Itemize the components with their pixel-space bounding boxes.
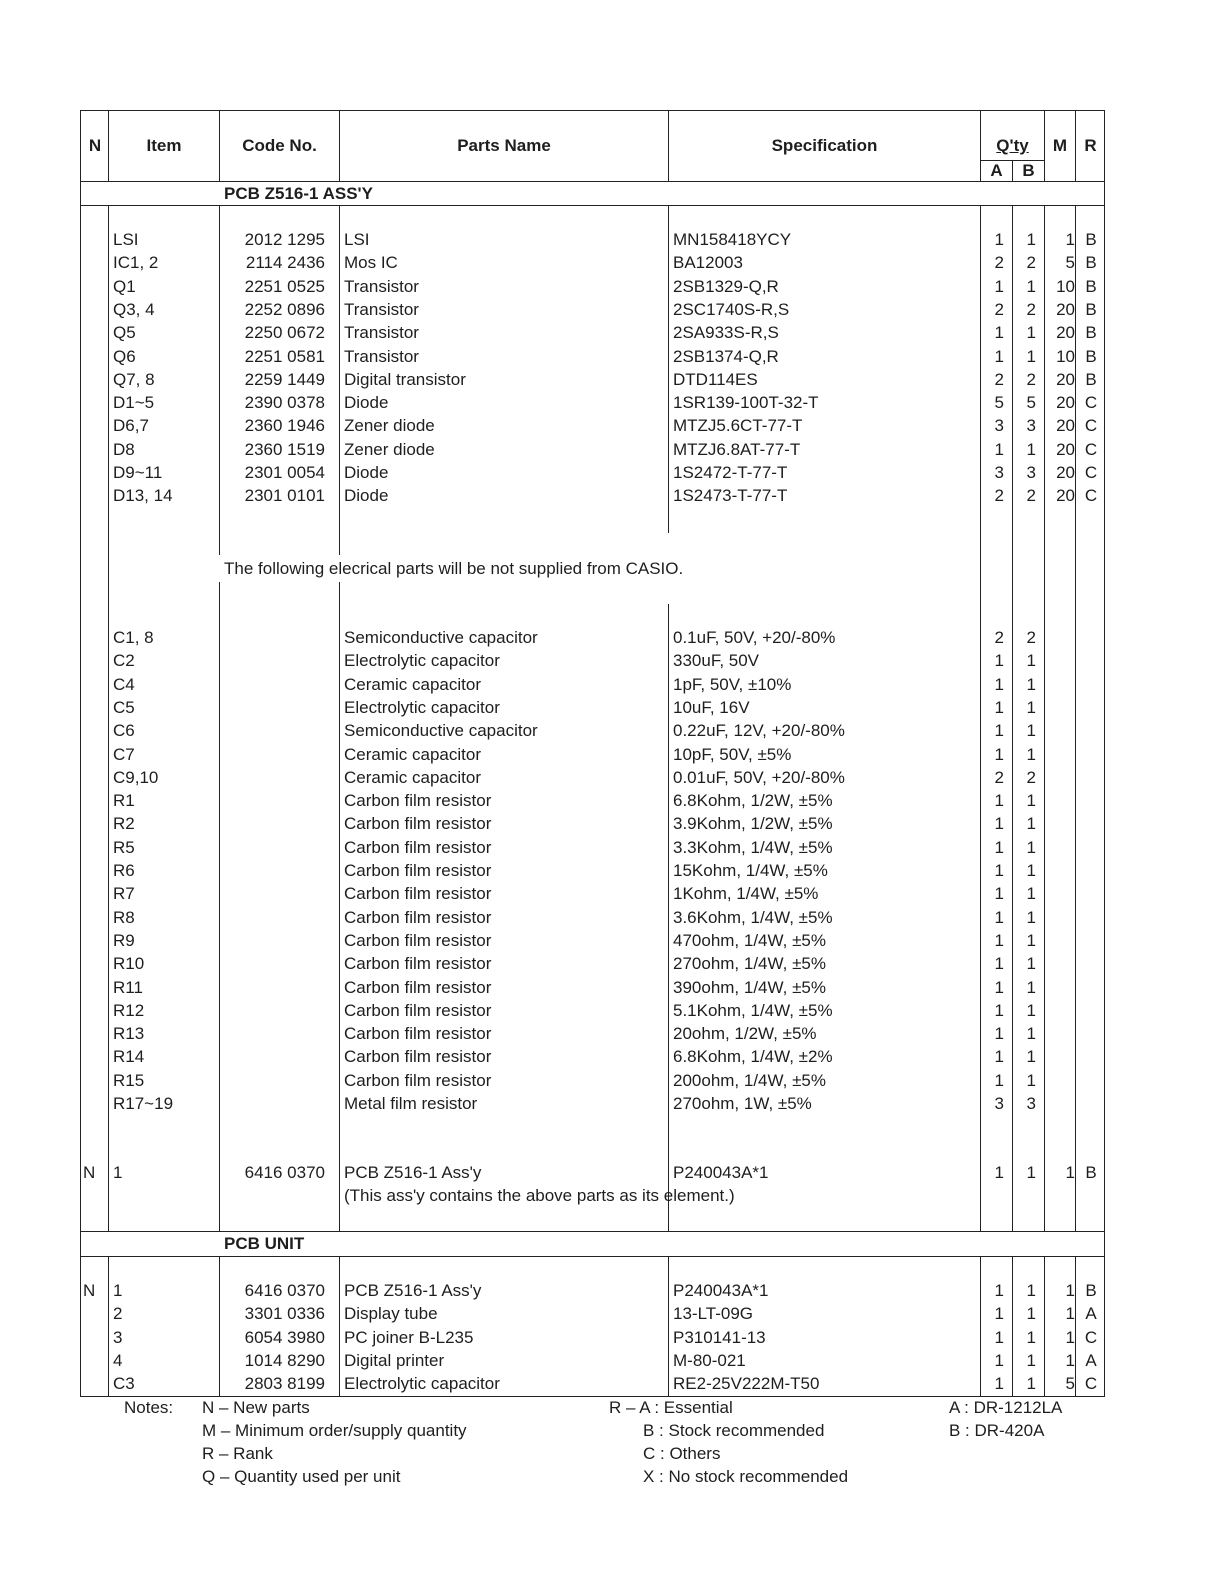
- electrical-row-name: Carbon film resistor: [344, 838, 492, 857]
- electrical-row-item: R12: [113, 1001, 145, 1020]
- col-divider: [339, 582, 340, 1231]
- unit-row-b: 1: [1026, 1351, 1036, 1370]
- electrical-row-item: C5: [113, 698, 135, 717]
- electrical-row-a: 2: [994, 628, 1004, 647]
- unit-row-item: 2: [113, 1304, 123, 1323]
- electrical-row-spec: 0.22uF, 12V, +20/-80%: [673, 721, 845, 740]
- electrical-row-name: Semiconductive capacitor: [344, 721, 538, 740]
- part-row-spec: 2SC1740S-R,S: [673, 300, 790, 319]
- part-row-name: Transistor: [344, 347, 419, 366]
- part-row-item: D1~5: [113, 393, 155, 412]
- col-divider: [1075, 205, 1076, 1231]
- electrical-row-a: 1: [994, 721, 1004, 740]
- unit-row-a: 1: [994, 1374, 1004, 1393]
- unit-row-spec: 13-LT-09G: [673, 1304, 754, 1323]
- electrical-row-item: R8: [113, 908, 135, 927]
- electrical-row-item: C2: [113, 651, 135, 670]
- part-row-a: 5: [994, 393, 1004, 412]
- part-row-b: 5: [1026, 393, 1036, 412]
- electrical-row-name: Ceramic capacitor: [344, 768, 481, 787]
- part-row-code: 2360 1519: [244, 440, 325, 459]
- unit-row-m: 1: [1065, 1351, 1075, 1370]
- part-row-name: LSI: [344, 230, 370, 249]
- electrical-row-a: 1: [994, 838, 1004, 857]
- part-row-a: 1: [994, 323, 1004, 342]
- part-row-b: 2: [1026, 300, 1036, 319]
- electrical-row-spec: 6.8Kohm, 1/4W, ±2%: [673, 1047, 833, 1066]
- electrical-row-spec: 0.01uF, 50V, +20/-80%: [673, 768, 845, 787]
- electrical-row-spec: 330uF, 50V: [673, 651, 760, 670]
- electrical-row-spec: 0.1uF, 50V, +20/-80%: [673, 628, 836, 647]
- unit-row-m: 1: [1065, 1281, 1075, 1300]
- note-minimum-order: M – Minimum order/supply quantity: [202, 1421, 467, 1440]
- electrical-row-b: 1: [1026, 651, 1036, 670]
- part-row-code: 2114 2436: [245, 253, 325, 272]
- part-row-code: 2360 1946: [244, 416, 325, 435]
- part-row-r: B: [1085, 347, 1097, 366]
- part-row-m: 1: [1065, 230, 1075, 249]
- part-row-b: 2: [1026, 370, 1036, 389]
- part-row-spec: DTD114ES: [673, 370, 758, 389]
- assy-row-b: 1: [1026, 1163, 1036, 1182]
- unit-row-name: Display tube: [344, 1304, 438, 1323]
- electrical-row-name: Carbon film resistor: [344, 861, 492, 880]
- electrical-row-spec: 5.1Kohm, 1/4W, ±5%: [673, 1001, 833, 1020]
- electrical-row-a: 1: [994, 651, 1004, 670]
- header-qty-a: A: [990, 161, 1003, 180]
- unit-row-a: 1: [994, 1304, 1004, 1323]
- part-row-b: 1: [1026, 347, 1036, 366]
- electrical-row-spec: 470ohm, 1/4W, ±5%: [673, 931, 826, 950]
- part-row-item: IC1, 2: [113, 253, 159, 272]
- electrical-row-name: Electrolytic capacitor: [344, 698, 500, 717]
- part-row-item: LSI: [113, 230, 139, 249]
- electrical-row-name: Carbon film resistor: [344, 884, 492, 903]
- part-row-code: 2250 0672: [244, 323, 325, 342]
- part-row-m: 20: [1056, 486, 1075, 505]
- unit-row-m: 5: [1065, 1374, 1075, 1393]
- electrical-row-spec: 10uF, 16V: [673, 698, 750, 717]
- col-divider: [668, 205, 669, 533]
- col-divider: [1075, 1256, 1076, 1397]
- note-rank-x: X : No stock recommended: [643, 1467, 849, 1486]
- electrical-row-b: 2: [1026, 628, 1036, 647]
- electrical-row-a: 1: [994, 698, 1004, 717]
- part-row-b: 1: [1026, 323, 1036, 342]
- electrical-row-a: 3: [994, 1094, 1004, 1113]
- electrical-row-b: 1: [1026, 1001, 1036, 1020]
- part-row-a: 2: [994, 300, 1004, 319]
- electrical-row-b: 3: [1026, 1094, 1036, 1113]
- unit-row-item: 4: [113, 1351, 123, 1370]
- part-row-spec: 2SB1374-Q,R: [673, 347, 779, 366]
- electrical-row-a: 1: [994, 745, 1004, 764]
- section2-title-divider: [80, 1256, 1105, 1257]
- part-row-m: 20: [1056, 440, 1075, 459]
- electrical-row-name: Carbon film resistor: [344, 931, 492, 950]
- electrical-row-item: R17~19: [113, 1094, 174, 1113]
- electrical-row-b: 1: [1026, 1047, 1036, 1066]
- part-row-code: 2301 0054: [244, 463, 325, 482]
- section1-title-divider: [80, 205, 1105, 206]
- part-row-name: Zener diode: [344, 440, 435, 459]
- electrical-row-b: 1: [1026, 721, 1036, 740]
- unit-row-spec: P240043A*1: [673, 1281, 769, 1300]
- assy-row-a: 1: [994, 1163, 1004, 1182]
- part-row-name: Transistor: [344, 300, 419, 319]
- electrical-row-a: 1: [994, 931, 1004, 950]
- electrical-row-item: R5: [113, 838, 135, 857]
- header-code: Code No.: [242, 136, 317, 155]
- section-title-pcb-assy: PCB Z516-1 ASS'Y: [224, 184, 373, 203]
- assy-row-name: PCB Z516-1 Ass'y: [344, 1163, 482, 1182]
- part-row-r: B: [1085, 370, 1097, 389]
- electrical-row-a: 1: [994, 814, 1004, 833]
- part-row-spec: 2SB1329-Q,R: [673, 277, 779, 296]
- unit-row-a: 1: [994, 1281, 1004, 1300]
- electrical-row-b: 1: [1026, 884, 1036, 903]
- electrical-row-a: 1: [994, 954, 1004, 973]
- electrical-row-a: 1: [994, 978, 1004, 997]
- assy-row-m: 1: [1065, 1163, 1075, 1182]
- electrical-row-a: 1: [994, 1071, 1004, 1090]
- electrical-row-b: 1: [1026, 1071, 1036, 1090]
- part-row-item: Q7, 8: [113, 370, 155, 389]
- part-row-spec: 1S2472-T-77-T: [673, 463, 788, 482]
- assy-row-note: (This ass'y contains the above parts as its element.): [344, 1186, 735, 1205]
- part-row-b: 2: [1026, 486, 1036, 505]
- part-row-r: C: [1084, 486, 1098, 505]
- unit-row-spec: RE2-25V222M-T50: [673, 1374, 820, 1393]
- electrical-row-name: Carbon film resistor: [344, 791, 492, 810]
- electrical-row-spec: 3.6Kohm, 1/4W, ±5%: [673, 908, 833, 927]
- electrical-row-item: R9: [113, 931, 135, 950]
- part-row-r: C: [1084, 440, 1098, 459]
- electrical-row-item: R2: [113, 814, 135, 833]
- electrical-row-spec: 270ohm, 1W, ±5%: [673, 1094, 812, 1113]
- assy-row-code: 6416 0370: [244, 1163, 325, 1182]
- unit-row-b: 1: [1026, 1374, 1036, 1393]
- part-row-item: Q1: [113, 277, 136, 296]
- part-row-b: 3: [1026, 463, 1036, 482]
- electrical-row-item: C4: [113, 675, 135, 694]
- col-divider: [339, 205, 340, 555]
- header-item: Item: [146, 136, 182, 155]
- part-row-item: D9~11: [113, 463, 163, 482]
- electrical-row-spec: 10pF, 50V, ±5%: [673, 745, 792, 764]
- electrical-row-spec: 20ohm, 1/2W, ±5%: [673, 1024, 817, 1043]
- part-row-code: 2252 0896: [244, 300, 325, 319]
- electrical-row-a: 1: [994, 675, 1004, 694]
- electrical-row-name: Carbon film resistor: [344, 814, 492, 833]
- part-row-m: 20: [1056, 416, 1075, 435]
- electrical-row-spec: 15Kohm, 1/4W, ±5%: [673, 861, 828, 880]
- electrical-row-name: Carbon film resistor: [344, 954, 492, 973]
- electrical-row-name: Electrolytic capacitor: [344, 651, 500, 670]
- part-row-r: C: [1084, 393, 1098, 412]
- unit-row-name: Digital printer: [344, 1351, 445, 1370]
- electrical-row-b: 1: [1026, 908, 1036, 927]
- electrical-row-item: C1, 8: [113, 628, 154, 647]
- electrical-row-b: 1: [1026, 675, 1036, 694]
- part-row-r: B: [1085, 300, 1097, 319]
- part-row-spec: MTZJ5.6CT-77-T: [673, 416, 803, 435]
- part-row-name: Digital transistor: [344, 370, 466, 389]
- electrical-row-a: 1: [994, 1001, 1004, 1020]
- electrical-row-a: 1: [994, 791, 1004, 810]
- part-row-a: 2: [994, 253, 1004, 272]
- section2-top-divider: [80, 1231, 1105, 1232]
- electrical-row-b: 1: [1026, 931, 1036, 950]
- header-m: M: [1052, 136, 1068, 155]
- part-row-m: 20: [1056, 323, 1075, 342]
- unit-row-code: 6054 3980: [244, 1328, 325, 1347]
- note-rank-c: C : Others: [643, 1444, 721, 1463]
- unit-row-item: 3: [113, 1328, 123, 1347]
- part-row-r: B: [1085, 253, 1097, 272]
- part-row-spec: BA12003: [673, 253, 743, 272]
- electrical-row-a: 1: [994, 908, 1004, 927]
- notes-label: Notes:: [124, 1398, 174, 1417]
- col-divider: [108, 1256, 109, 1397]
- electrical-row-b: 1: [1026, 814, 1036, 833]
- unit-row-name: PC joiner B-L235: [344, 1328, 474, 1347]
- col-divider: [980, 1256, 981, 1397]
- electrical-row-spec: 1pF, 50V, ±10%: [673, 675, 792, 694]
- part-row-item: D8: [113, 440, 135, 459]
- part-row-code: 2259 1449: [244, 370, 325, 389]
- assy-row-n: N: [83, 1163, 96, 1182]
- electrical-row-item: C7: [113, 745, 135, 764]
- electrical-row-spec: 1Kohm, 1/4W, ±5%: [673, 884, 819, 903]
- supply-notice: The following elecrical parts will be not supplied from CASIO.: [224, 559, 684, 578]
- electrical-row-name: Semiconductive capacitor: [344, 628, 538, 647]
- electrical-row-spec: 3.9Kohm, 1/2W, ±5%: [673, 814, 833, 833]
- unit-row-name: PCB Z516-1 Ass'y: [344, 1281, 482, 1300]
- part-row-m: 20: [1056, 463, 1075, 482]
- unit-row-r: C: [1084, 1374, 1098, 1393]
- part-row-m: 10: [1056, 277, 1075, 296]
- assy-row-item: 1: [113, 1163, 123, 1182]
- part-row-name: Diode: [344, 486, 389, 505]
- part-row-a: 2: [994, 486, 1004, 505]
- part-row-r: B: [1085, 277, 1097, 296]
- electrical-row-name: Ceramic capacitor: [344, 745, 481, 764]
- electrical-row-spec: 6.8Kohm, 1/2W, ±5%: [673, 791, 833, 810]
- electrical-row-b: 1: [1026, 838, 1036, 857]
- part-row-m: 20: [1056, 370, 1075, 389]
- electrical-row-name: Ceramic capacitor: [344, 675, 481, 694]
- part-row-name: Zener diode: [344, 416, 435, 435]
- unit-row-item: C3: [113, 1374, 135, 1393]
- part-row-item: Q3, 4: [113, 300, 155, 319]
- electrical-row-name: Carbon film resistor: [344, 1047, 492, 1066]
- part-row-a: 3: [994, 463, 1004, 482]
- electrical-row-name: Carbon film resistor: [344, 908, 492, 927]
- part-row-name: Diode: [344, 393, 389, 412]
- part-row-item: Q5: [113, 323, 136, 342]
- electrical-row-a: 1: [994, 1047, 1004, 1066]
- part-row-m: 10: [1056, 347, 1075, 366]
- unit-row-r: B: [1085, 1281, 1097, 1300]
- col-divider: [219, 1256, 220, 1397]
- unit-row-name: Electrolytic capacitor: [344, 1374, 500, 1393]
- header-n: N: [88, 136, 102, 155]
- unit-row-b: 1: [1026, 1304, 1036, 1323]
- note-rank-b: B : Stock recommended: [643, 1421, 825, 1440]
- electrical-row-name: Metal film resistor: [344, 1094, 478, 1113]
- part-row-m: 5: [1065, 253, 1075, 272]
- header-specification: Specification: [771, 136, 878, 155]
- electrical-row-spec: 3.3Kohm, 1/4W, ±5%: [673, 838, 833, 857]
- part-row-code: 2251 0581: [244, 347, 325, 366]
- unit-row-code: 1014 8290: [244, 1351, 325, 1370]
- header-parts-name: Parts Name: [457, 136, 551, 155]
- electrical-row-item: C6: [113, 721, 135, 740]
- electrical-row-a: 1: [994, 1024, 1004, 1043]
- electrical-row-a: 2: [994, 768, 1004, 787]
- electrical-row-b: 1: [1026, 745, 1036, 764]
- col-divider: [339, 1256, 340, 1397]
- electrical-row-name: Carbon film resistor: [344, 1071, 492, 1090]
- unit-row-n: N: [83, 1281, 96, 1300]
- electrical-row-item: R10: [113, 954, 145, 973]
- part-row-name: Transistor: [344, 323, 419, 342]
- part-row-spec: 2SA933S-R,S: [673, 323, 779, 342]
- electrical-row-b: 2: [1026, 768, 1036, 787]
- part-row-code: 2251 0525: [244, 277, 325, 296]
- electrical-row-spec: 390ohm, 1/4W, ±5%: [673, 978, 826, 997]
- col-divider: [219, 582, 220, 1231]
- section-title-pcb-unit: PCB UNIT: [224, 1234, 305, 1253]
- unit-row-item: 1: [113, 1281, 123, 1300]
- col-divider: [668, 604, 669, 1231]
- part-row-name: Transistor: [344, 277, 419, 296]
- col-divider: [1012, 205, 1013, 1231]
- unit-row-b: 1: [1026, 1328, 1036, 1347]
- part-row-r: C: [1084, 416, 1098, 435]
- part-row-m: 20: [1056, 300, 1075, 319]
- unit-row-m: 1: [1065, 1304, 1075, 1323]
- part-row-name: Diode: [344, 463, 389, 482]
- unit-row-code: 3301 0336: [244, 1304, 325, 1323]
- part-row-code: 2301 0101: [244, 486, 325, 505]
- unit-row-spec: M-80-021: [673, 1351, 746, 1370]
- part-row-spec: MN158418YCY: [673, 230, 792, 249]
- unit-row-b: 1: [1026, 1281, 1036, 1300]
- electrical-row-name: Carbon film resistor: [344, 978, 492, 997]
- part-row-a: 1: [994, 230, 1004, 249]
- part-row-a: 1: [994, 277, 1004, 296]
- unit-row-r: C: [1084, 1328, 1098, 1347]
- part-row-r: C: [1084, 463, 1098, 482]
- col-divider: [108, 205, 109, 1231]
- part-row-b: 1: [1026, 277, 1036, 296]
- unit-row-a: 1: [994, 1328, 1004, 1347]
- note-model-a: A : DR-1212LA: [949, 1398, 1063, 1417]
- assy-row-spec: P240043A*1: [673, 1163, 769, 1182]
- part-row-spec: 1S2473-T-77-T: [673, 486, 788, 505]
- assy-row-r: B: [1085, 1163, 1097, 1182]
- unit-row-m: 1: [1065, 1328, 1075, 1347]
- electrical-row-b: 1: [1026, 861, 1036, 880]
- electrical-row-item: R1: [113, 791, 135, 810]
- part-row-r: B: [1085, 230, 1097, 249]
- electrical-row-spec: 270ohm, 1/4W, ±5%: [673, 954, 826, 973]
- part-row-r: B: [1085, 323, 1097, 342]
- part-row-b: 3: [1026, 416, 1036, 435]
- col-divider: [1012, 1256, 1013, 1397]
- part-row-item: D6,7: [113, 416, 149, 435]
- electrical-row-b: 1: [1026, 978, 1036, 997]
- electrical-row-a: 1: [994, 884, 1004, 903]
- header-divider: [80, 181, 1105, 182]
- part-row-spec: 1SR139-100T-32-T: [673, 393, 819, 412]
- note-new-parts: N – New parts: [202, 1398, 310, 1417]
- col-divider: [668, 1256, 669, 1397]
- electrical-row-item: R14: [113, 1047, 145, 1066]
- part-row-a: 1: [994, 440, 1004, 459]
- unit-row-a: 1: [994, 1351, 1004, 1370]
- unit-row-r: A: [1085, 1351, 1097, 1370]
- col-divider: [219, 205, 220, 555]
- part-row-b: 2: [1026, 253, 1036, 272]
- note-rank-a: R – A : Essential: [609, 1398, 733, 1417]
- part-row-b: 1: [1026, 440, 1036, 459]
- unit-row-code: 2803 8199: [244, 1374, 325, 1393]
- electrical-row-spec: 200ohm, 1/4W, ±5%: [673, 1071, 826, 1090]
- part-row-a: 1: [994, 347, 1004, 366]
- header-qty-b: B: [1022, 161, 1035, 180]
- part-row-name: Mos IC: [344, 253, 398, 272]
- electrical-row-item: C9,10: [113, 768, 159, 787]
- electrical-row-a: 1: [994, 861, 1004, 880]
- header-r: R: [1084, 136, 1097, 155]
- note-model-b: B : DR-420A: [949, 1421, 1045, 1440]
- unit-row-r: A: [1085, 1304, 1097, 1323]
- electrical-row-item: R15: [113, 1071, 145, 1090]
- electrical-row-item: R6: [113, 861, 135, 880]
- electrical-row-name: Carbon film resistor: [344, 1001, 492, 1020]
- part-row-m: 20: [1056, 393, 1075, 412]
- part-row-code: 2012 1295: [244, 230, 325, 249]
- electrical-row-b: 1: [1026, 1024, 1036, 1043]
- electrical-row-name: Carbon film resistor: [344, 1024, 492, 1043]
- note-quantity: Q – Quantity used per unit: [202, 1467, 401, 1486]
- electrical-row-b: 1: [1026, 791, 1036, 810]
- part-row-code: 2390 0378: [244, 393, 325, 412]
- part-row-spec: MTZJ6.8AT-77-T: [673, 440, 801, 459]
- unit-row-spec: P310141-13: [673, 1328, 766, 1347]
- part-row-b: 1: [1026, 230, 1036, 249]
- electrical-row-item: R13: [113, 1024, 145, 1043]
- electrical-row-item: R11: [113, 978, 143, 997]
- part-row-a: 2: [994, 370, 1004, 389]
- header-qty: Q'ty: [996, 136, 1029, 155]
- part-row-a: 3: [994, 416, 1004, 435]
- electrical-row-item: R7: [113, 884, 135, 903]
- part-row-item: Q6: [113, 347, 136, 366]
- electrical-row-b: 1: [1026, 698, 1036, 717]
- unit-row-code: 6416 0370: [244, 1281, 325, 1300]
- electrical-row-b: 1: [1026, 954, 1036, 973]
- note-rank: R – Rank: [202, 1444, 273, 1463]
- part-row-item: D13, 14: [113, 486, 173, 505]
- col-divider: [980, 205, 981, 1231]
